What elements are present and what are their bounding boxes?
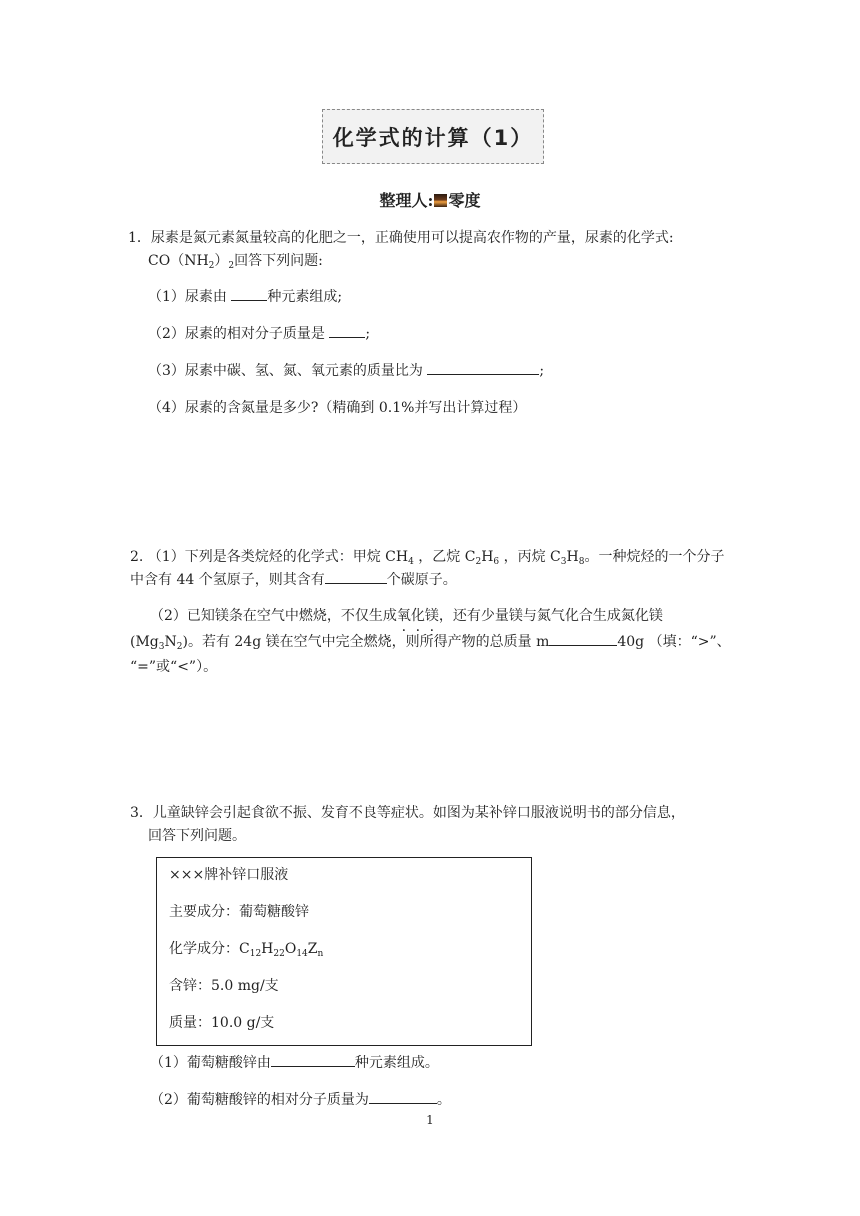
q1-part1-blank[interactable] bbox=[231, 286, 267, 301]
q1-part1 bbox=[148, 286, 342, 306]
q1-stem-line1: 1．尿素是氮元素氮量较高的化肥之一，正确使用可以提高农作物的产量，尿素的化学式: bbox=[128, 230, 674, 246]
q2-emphasis-char-3: 镁 bbox=[424, 608, 439, 624]
q2-l1-s4: 3 bbox=[560, 557, 567, 567]
q2-line3 bbox=[150, 605, 663, 625]
q1-part2-blank[interactable] bbox=[329, 323, 365, 338]
info-brand: ×××牌补锌口服液 bbox=[169, 867, 289, 883]
q2-line5: “=”或“<”）。 bbox=[130, 659, 218, 675]
q2-part1-blank[interactable] bbox=[325, 569, 387, 584]
q2-l1-a: 2. （1）下列是各类烷烃的化学式：甲烷 CH bbox=[130, 549, 409, 565]
q2-l1-s1: 4 bbox=[408, 557, 414, 567]
q2-l1-s2: 2 bbox=[475, 557, 482, 567]
author-prefix: 整理人: bbox=[379, 191, 434, 210]
q2-l4-s1: 3 bbox=[158, 642, 165, 652]
q1-part3 bbox=[148, 360, 544, 380]
q1-part3-b: ; bbox=[539, 363, 545, 379]
q1-formula-sub2: 2 bbox=[228, 261, 235, 271]
chem-s1: 12 bbox=[249, 949, 262, 959]
chem-d: Z bbox=[307, 941, 318, 957]
chem-a: 化学成分：C bbox=[169, 941, 250, 957]
info-chem-formula bbox=[169, 938, 323, 959]
q2-line1 bbox=[130, 546, 724, 567]
q2-l4-d: 40g （填：“>”、 bbox=[617, 634, 731, 650]
page-number: 1 bbox=[426, 1113, 434, 1127]
q3-part2 bbox=[150, 1089, 451, 1109]
q2-l4-a: (Mg bbox=[130, 634, 159, 650]
info-zinc: 含锌：5.0 mg/支 bbox=[169, 978, 279, 994]
q2-l4-c: )。若有 24g 镁在空气中完全燃烧，则所得产物的总质量 m bbox=[182, 634, 550, 650]
q3-line2: 回答下列问题。 bbox=[148, 828, 246, 844]
q2-l3-a: （2）已知镁条在空气中燃烧，不仅生成 bbox=[150, 608, 397, 624]
q1-part2-b: ; bbox=[365, 326, 371, 342]
q1-part2-a: （2）尿素的相对分子质量是 bbox=[148, 326, 330, 342]
q2-l1-d: ，丙烷 C bbox=[499, 549, 561, 565]
q3-part2-a: （2）葡萄糖酸锌的相对分子质量为 bbox=[150, 1092, 369, 1108]
q2-l4-s2: 2 bbox=[176, 642, 183, 652]
product-info-box bbox=[156, 857, 532, 1046]
q2-l2-a: 中含有 44 个氢原子，则其含有 bbox=[130, 572, 325, 588]
author-line bbox=[0, 188, 860, 211]
chem-s4: n bbox=[317, 949, 324, 959]
q1-part4: （4）尿素的含氮量是多少?（精确到 0.1%并写出计算过程） bbox=[148, 400, 527, 416]
chem-s2: 22 bbox=[273, 949, 285, 959]
q3-part2-b: 。 bbox=[436, 1092, 451, 1108]
author-name: 零度 bbox=[448, 191, 481, 210]
q2-l1-c: H bbox=[481, 549, 494, 565]
q2-l1-b: ，乙烷 C bbox=[413, 549, 476, 565]
q1-formula-sub1: 2 bbox=[208, 261, 215, 271]
q3-part2-blank[interactable] bbox=[369, 1089, 437, 1104]
q3-part1-blank[interactable] bbox=[271, 1052, 355, 1067]
q1-part1-a: （1）尿素由 bbox=[148, 289, 232, 305]
q2-l2-b: 个碳原子。 bbox=[386, 572, 457, 588]
q1-stem-rest: 回答下列问题: bbox=[234, 253, 323, 269]
q1-part1-b: 种元素组成; bbox=[267, 289, 343, 305]
info-ingredient: 主要成分：葡萄糖酸锌 bbox=[169, 904, 309, 920]
q3-line1: 3．儿童缺锌会引起食欲不振、发育不良等症状。如图为某补锌口服液说明书的部分信息， bbox=[130, 805, 685, 821]
q1-part3-a: （3）尿素中碳、氢、氮、氧元素的质量比为 bbox=[148, 363, 428, 379]
q3-part1-a: （1）葡萄糖酸锌由 bbox=[150, 1055, 271, 1071]
q2-emphasis-char-1: 氧 bbox=[396, 608, 411, 624]
info-mass: 质量：10.0 g/支 bbox=[169, 1015, 275, 1031]
q2-l3-b: ，还有少量镁与氮气化合生成氮化镁 bbox=[438, 608, 663, 624]
chem-b: H bbox=[261, 941, 274, 957]
q3-part1-b: 种元素组成。 bbox=[354, 1055, 439, 1071]
author-logo-icon bbox=[434, 194, 447, 207]
q2-l1-s5: 8 bbox=[578, 557, 585, 567]
chem-s3: 14 bbox=[296, 949, 308, 959]
title-box bbox=[322, 109, 544, 164]
q2-line2 bbox=[130, 569, 457, 589]
page-title: 化学式的计算（1） bbox=[332, 125, 534, 150]
q1-part2 bbox=[148, 323, 370, 343]
q2-l4-b: N bbox=[164, 634, 177, 650]
q2-l1-e: H bbox=[566, 549, 579, 565]
q1-stem-line2 bbox=[148, 250, 323, 271]
q2-emphasis-char-2: 化 bbox=[410, 608, 425, 624]
q2-l1-f: 。一种烷烃的一个分子 bbox=[584, 549, 725, 565]
q1-part3-blank[interactable] bbox=[427, 360, 539, 375]
q3-part1 bbox=[150, 1052, 439, 1072]
q2-l1-s3: 6 bbox=[493, 557, 500, 567]
chem-c: O bbox=[284, 941, 297, 957]
q2-line4 bbox=[130, 631, 731, 652]
q2-part2-blank[interactable] bbox=[549, 631, 617, 646]
q1-formula-a: CO（NH bbox=[148, 253, 209, 269]
q1-formula-b: ） bbox=[214, 253, 229, 269]
